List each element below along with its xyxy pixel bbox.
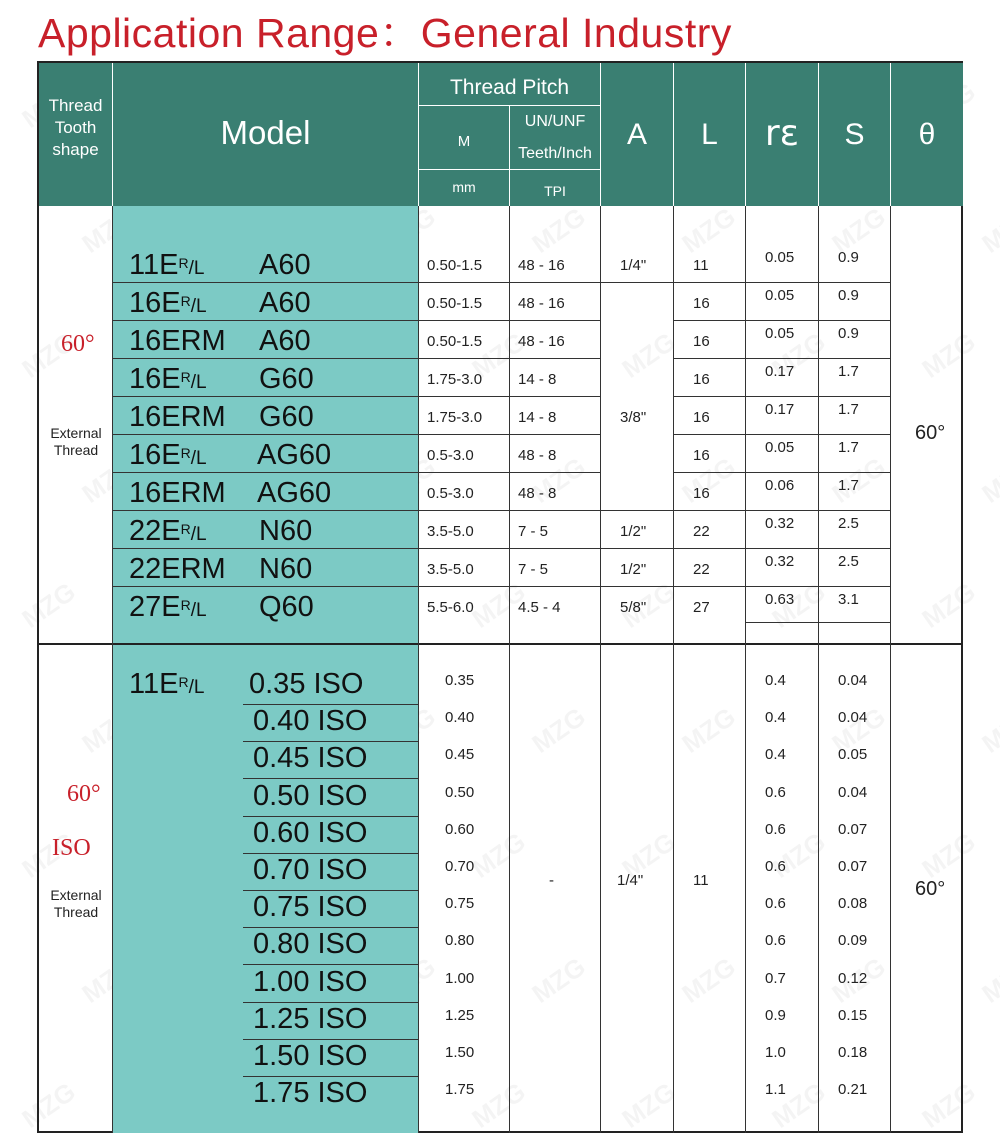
iso-pitch: 0.40 ISO [253,705,368,738]
m-value: 0.75 [445,895,475,913]
row-divider [419,586,600,587]
tpi-range: 4.5 - 4 [518,599,561,616]
tpi-range: 48 - 16 [518,295,565,312]
l-value: 16 [693,409,710,426]
model-code: AG60 [257,477,332,509]
iso-pitch: 0.45 ISO [253,742,368,775]
model-name: 16ERM [129,477,226,509]
iso-pitch: 0.50 ISO [253,779,368,812]
row-divider [746,396,891,397]
a-value: 3/8" [620,409,647,426]
re-value: 0.05 [765,249,795,266]
watermark-text [976,451,1000,510]
header-un-unf: UN/UNF [524,113,586,130]
s-value: 0.05 [838,746,868,764]
m-value: 0.70 [445,858,475,875]
section1-thread-type: External Thread [50,425,102,458]
l-value: 16 [693,333,710,350]
s-value: 0.12 [838,969,868,987]
m-value: 1.50 [445,1044,475,1061]
m-value: 0.50 [445,783,475,801]
m-range: 1.75-3.0 [427,409,483,426]
iso-pitch: 1.25 ISO [253,1002,368,1035]
header-r-epsilon: rε [764,112,800,154]
iso-pitch: 0.70 ISO [253,854,368,886]
s-value: 0.04 [838,783,868,801]
section2-angle: 60° [67,781,101,807]
row-divider [601,548,673,549]
row-divider [746,358,891,359]
s-value: 1.7 [838,363,859,380]
model-code: N60 [259,515,313,547]
row-divider [113,396,418,397]
s-value: 1.7 [838,401,859,418]
m-range: 0.50-1.5 [427,333,483,350]
row-divider [113,548,418,549]
s-value: 1.7 [838,477,859,494]
tpi-range: 7 - 5 [518,561,549,578]
tpi-range: 14 - 8 [518,409,557,426]
row-divider [419,472,600,473]
tpi-range: 14 - 8 [518,371,557,388]
row-divider [746,622,891,623]
s-value: 0.18 [838,1044,868,1061]
re-value: 0.05 [765,287,795,304]
iso-pitch: 0.35 ISO [249,668,364,700]
watermark-text [976,701,1000,760]
re-value: 0.63 [765,591,795,608]
header-l: L [701,118,718,151]
model-name: $11E^R/L$ [129,249,205,281]
re-value: 0.05 [765,325,795,342]
tpi-range: 48 - 16 [518,333,565,350]
a-value: 1/4" [620,257,647,274]
row-divider [113,434,418,435]
header-s: S [844,118,865,151]
section2-tpi: - [549,872,554,889]
iso-pitch: 0.75 ISO [253,891,368,924]
re-value: 1.0 [765,1044,786,1061]
row-divider [419,358,600,359]
row-divider [601,282,673,283]
m-range: 3.5-5.0 [427,523,474,540]
re-value: 0.06 [765,477,795,494]
row-divider [113,510,418,511]
tpi-range: 48 - 16 [518,257,565,274]
table-header [39,63,963,206]
row-divider [113,320,418,321]
m-value: 0.80 [445,932,475,950]
model-code: N60 [259,553,313,585]
s-value: 0.9 [838,287,859,304]
watermark-text [976,201,1000,260]
section1-theta: 60° [915,422,946,444]
re-value: 1.1 [765,1081,786,1099]
a-value: 5/8" [620,599,647,616]
re-value: 0.6 [765,820,786,838]
l-value: 22 [693,561,710,578]
spec-table [37,61,963,1133]
iso-pitch: 1.00 ISO [253,965,368,998]
m-range: 1.75-3.0 [427,371,483,388]
l-value: 22 [693,523,710,540]
section2-l: 11 [693,872,709,889]
model-code: G60 [259,401,314,433]
tpi-range: 7 - 5 [518,523,549,540]
s-value: 0.15 [838,1006,868,1024]
model-code: AG60 [257,439,332,471]
row-divider [746,472,891,473]
m-value: 0.45 [445,746,475,764]
row-divider [601,586,673,587]
re-value: 0.17 [765,363,795,380]
re-value: 0.6 [765,895,786,913]
row-divider [674,396,745,397]
row-divider [674,320,745,321]
re-value: 0.7 [765,969,786,987]
m-value: 1.25 [445,1006,475,1024]
row-divider [674,510,745,511]
header-m: M [457,132,471,150]
header-tpi: TPI [544,183,566,199]
m-range: 0.5-3.0 [427,447,474,464]
a-value: 1/2" [620,523,647,540]
m-value: 1.75 [445,1081,475,1099]
section1-angle: 60° [61,331,95,357]
s-value: 0.9 [838,249,859,266]
row-divider [746,434,891,435]
model-code: A60 [259,249,311,281]
section2-thread-type: External Thread [50,887,102,920]
re-value: 0.6 [765,858,786,875]
s-value: 0.07 [838,858,868,875]
l-value: 11 [693,257,709,274]
header-a: A [626,118,647,151]
row-divider [674,434,745,435]
row-divider [674,586,745,587]
iso-pitch: 0.60 ISO [253,816,368,849]
iso-pitch: 1.75 ISO [253,1077,368,1110]
re-value: 0.17 [765,401,795,418]
section2-iso-label: ISO [52,835,91,861]
l-value: 16 [693,447,710,464]
s-value: 1.7 [838,439,859,456]
model-name: 16ERM [129,325,226,357]
header-model: Model [220,114,311,151]
row-divider [746,510,891,511]
s-value: 0.07 [838,820,868,838]
l-value: 16 [693,295,710,312]
re-value: 0.32 [765,515,795,532]
row-divider [113,282,418,283]
iso-pitch: 0.80 ISO [253,928,368,961]
a-value: 1/2" [620,561,647,578]
row-divider [113,586,418,587]
row-divider [674,358,745,359]
l-value: 16 [693,371,710,388]
row-divider [601,510,673,511]
s-value: 0.08 [838,895,868,913]
re-value: 0.32 [765,553,795,570]
watermark-text [976,951,1000,1010]
model-name: $16E^R/L$ [129,363,207,395]
row-divider [746,548,891,549]
model-name: $16E^R/L$ [129,287,207,319]
row-divider [113,472,418,473]
m-range: 0.5-3.0 [427,485,474,502]
m-value: 1.00 [445,969,475,987]
section-divider [39,643,963,645]
m-range: 0.50-1.5 [427,257,483,274]
row-divider [746,586,891,587]
tpi-range: 48 - 8 [518,447,557,464]
row-divider [419,548,600,549]
m-range: 5.5-6.0 [427,599,474,616]
row-divider [113,358,418,359]
m-value: 0.60 [445,820,475,838]
s-value: 0.9 [838,325,859,342]
re-value: 0.4 [765,746,786,764]
header-theta: θ [918,118,936,151]
s-value: 0.21 [838,1081,868,1099]
model-name: 16ERM [129,401,226,433]
l-value: 16 [693,485,710,502]
row-divider [674,282,745,283]
row-divider [419,320,600,321]
model-name: 22ERM [129,553,226,585]
iso-pitch: 1.50 ISO [253,1040,368,1072]
header-teeth-inch: Teeth/Inch [518,145,592,162]
header-thread-pitch: Thread Pitch [449,76,570,99]
row-divider [419,434,600,435]
s-value: 2.5 [838,553,859,570]
section2-a: 1/4" [617,872,644,889]
row-divider [674,472,745,473]
m-value: 0.40 [445,709,475,727]
s-value: 0.04 [838,672,868,689]
header-mm: mm [452,179,476,195]
row-divider [746,320,891,321]
header-tooth-shape: Thread Tooth shape [48,96,103,159]
l-value: 27 [693,599,710,616]
model-name: $27E^R/L$ [129,591,207,623]
m-value: 0.35 [445,672,475,689]
s-value: 3.1 [838,591,859,608]
m-range: 3.5-5.0 [427,561,474,578]
section2-model-size: $11E^R/L$ [129,668,205,700]
row-divider [419,282,600,283]
model-code: Q60 [259,591,314,623]
row-divider [674,548,745,549]
m-range: 0.50-1.5 [427,295,483,312]
s-value: 2.5 [838,515,859,532]
re-value: 0.4 [765,709,786,727]
re-value: 0.6 [765,783,786,801]
page-title: Application Range：General Industry [38,10,732,56]
model-code: A60 [259,287,311,319]
model-name: $16E^R/L$ [129,439,207,471]
model-code: G60 [259,363,314,395]
model-code: A60 [259,325,311,357]
model-name: $22E^R/L$ [129,515,207,547]
re-value: 0.6 [765,932,786,950]
s-value: 0.04 [838,709,868,727]
re-value: 0.9 [765,1006,786,1024]
row-divider [419,510,600,511]
re-value: 0.05 [765,439,795,456]
section2-theta: 60° [915,878,946,900]
tpi-range: 48 - 8 [518,485,557,502]
row-divider [746,282,891,283]
s-value: 0.09 [838,932,868,950]
re-value: 0.4 [765,672,786,689]
row-divider [419,396,600,397]
